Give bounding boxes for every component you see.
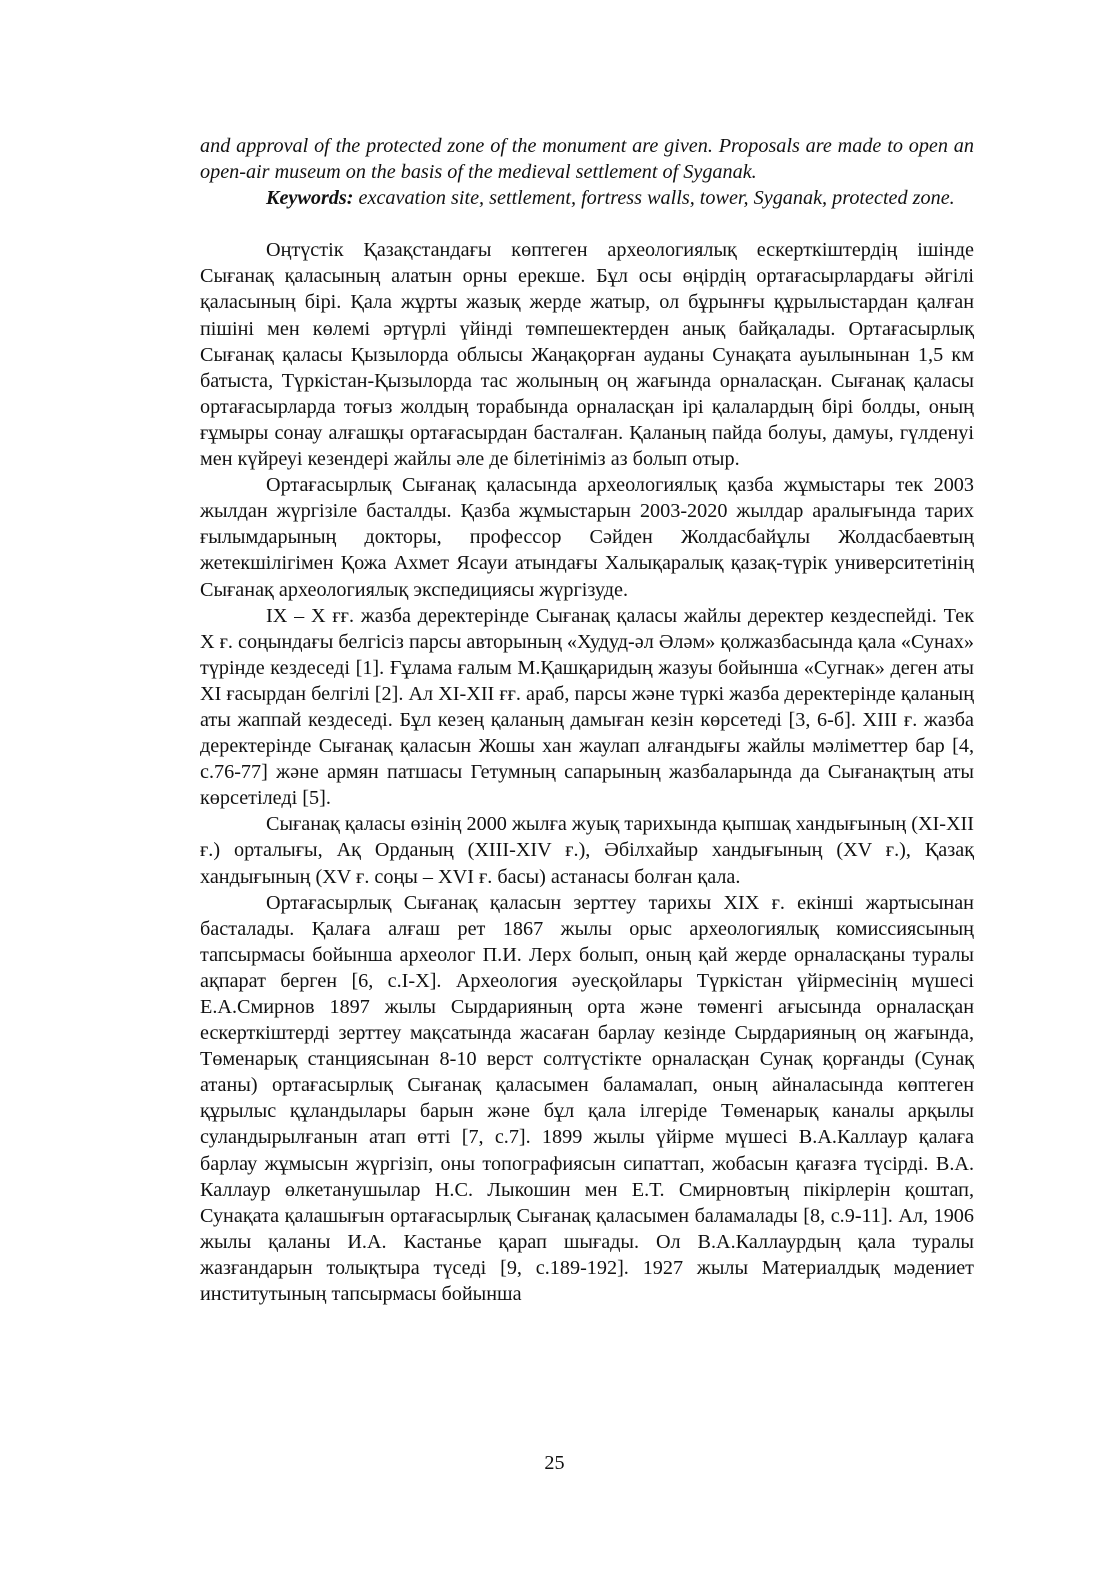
abstract-text: and approval of the protected zone of the monument are given. Proposals are made to open an open-air museum on the basis of the medieval settlement of Syganak. bbox=[200, 135, 974, 184]
document-page bbox=[200, 133, 974, 1307]
body-paragraph: Оңтүстік Қазақстандағы көптеген археологиялық ескерткіштердің ішінде Сығанақ қаласының алатын орны ерекше. Бұл осы өңірдің ортағасырлардағы әйгілі қаласының бірі. Қала жұрты жазық жерде жатыр, ол бұрынғы құрылыстардан қалған пішіні мен көлемі әртүрлі үйінді төмпешектерден анық байқалады. Ортағасырлық Сығанақ қаласы Қызылорда облысы Жаңақорған ауданы Сунақата ауылынынан 1,5 км батыста, Түркістан-Қызылорда тас жолының оң жағында орналасқан. Сығанақ қаласы ортағасырларда тоғыз жолдың торабында орналасқан ірі қалалардың бірі болды, оның ғұмыры сонау алғашқы ортағасырдан басталған. Қаланың пайда болуы, дамуы, гүлденуі мен күйреуі кезендері жайлы әле де білетініміз аз болып отыр. bbox=[200, 239, 974, 471]
body-paragraph: IX – X ғғ. жазба деректерінде Сығанақ қаласы жайлы деректер кездеспейді. Тек X ғ. соңындағы белгісіз парсы авторының «Худуд-әл Әләм» қолжазбасында қала «Сунах» түрінде кездеседі [1]. Ғұлама ғалым М.Қашқаридың жазуы бойынша «Сугнак» деген аты XI ғасырдан белгілі [2]. Ал XI-XII ғғ. араб, парсы және түркі жазба деректерінде қаланың аты жаппай кездеседі. Бұл кезең қаланың дамыған кезін көрсетеді [3, 6-б]. XIII ғ. жазба деректерінде Сығанақ қаласын Жошы хан жаулап алғандығы жайлы мәліметтер бар [4, с.76-77] және армян патшасы Гетумның сапарының жазбаларында да Сығанақтың аты көрсетіледі [5]. bbox=[200, 604, 974, 810]
keywords-text: excavation site, settlement, fortress walls, tower, Syganak, protected zone. bbox=[353, 187, 955, 210]
body-paragraph: Сығанақ қаласы өзінің 2000 жылға жуық тарихында қыпшақ хандығының (XI-XII ғ.) орталығы, Ақ Орданың (XIII-XIV ғ.), Әбілхайыр хандығының (XV ғ.), Қазақ хандығының (XV ғ. соңы – XVI ғ. басы) астанасы болған қала. bbox=[200, 813, 974, 888]
section-gap bbox=[200, 211, 974, 237]
keywords-line bbox=[200, 185, 974, 211]
page-number: 25 bbox=[544, 1452, 565, 1474]
keywords-label: Keywords: bbox=[266, 187, 354, 210]
body-paragraph: Ортағасырлық Сығанақ қаласын зерттеу тарихы XIX ғ. екінші жартысынан басталады. Қалаға алғаш рет 1867 жылы орыс археологиялық комиссиясының тапсырмасы бойынша археолог П.И. Лерх болып, оның қай жерде орналасқаны туралы ақпарат берген [6, с.I-X]. Археология әуесқойлары Түркістан үйірмесінің мүшесі Е.А.Смирнов 1897 жылы Сырдарияның орта және төменгі ағысында орналасқан ескерткіштерді зерттеу мақсатында жасаған барлау кезінде Сырдарияның оң жағында, Төменарық станциясынан 8-10 верст солтүстікте орналасқан Сунақ қорғанды (Сунақ атаны) ортағасырлық Сығанақ қаласымен баламалап, оның айналасында көптеген құрылыс құландылары барын және бұл қала ілгеріде Төменарық каналы арқылы суландырылғанын атап өтті [7, с.7]. 1899 жылы үйірме мүшесі В.А.Каллаур қалаға барлау жұмысын жүргізіп, оны топографиясын сипаттап, жобасын қағазға түсірді. В.А. Каллаур өлкетанушылар Н.С. Лыкошин мен Е.Т. Смирновтың пікірлерін қоштап, Сунақата қалашығын ортағасырлық Сығанақ қаласымен баламалады [8, с.9-11]. Ал, 1906 жылы қаланы И.А. Кастанье қарап шығады. Ол В.А.Каллаурдың қала туралы жазғандарын толықтыра түседі [9, с.189-192]. 1927 жылы Материалдық мәдениет институтының тапсырмасы бойынша bbox=[200, 891, 974, 1306]
body-paragraph: Ортағасырлық Сығанақ қаласында археологиялық қазба жұмыстары тек 2003 жылдан жүргізіле басталды. Қазба жұмыстарын 2003-2020 жылдар аралығында тарих ғылымдарының докторы, профессор Сәйден Жолдасбайұлы Жолдасбаевтың жетекшілігімен Қожа Ахмет Ясауи атындағы Халықаралық қазақ-түрік университетінің Сығанақ археологиялық экспедициясы жүргізуде. bbox=[200, 474, 974, 601]
